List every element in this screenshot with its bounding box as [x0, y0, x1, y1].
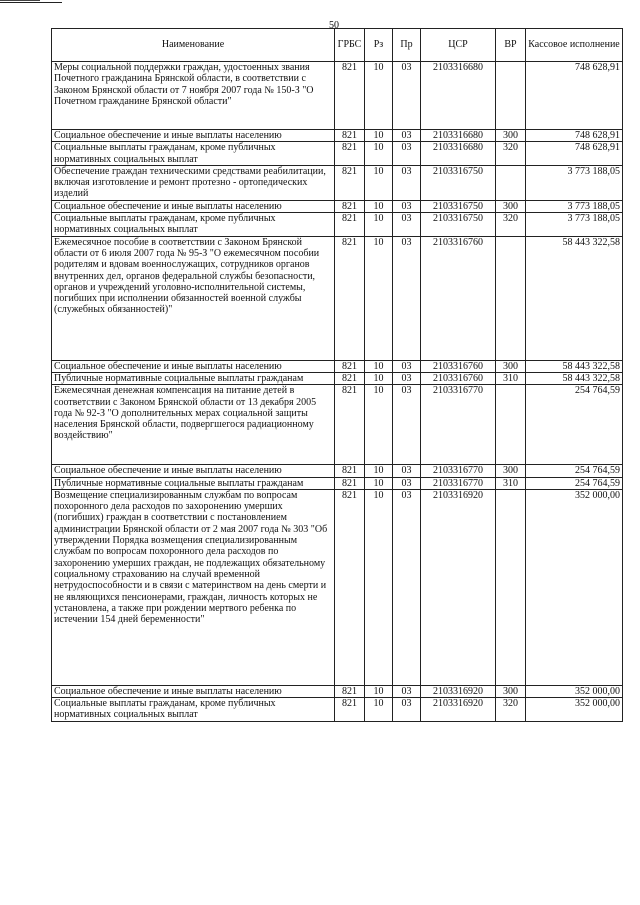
table-row — [52, 62, 623, 130]
row-rz: 10 — [365, 685, 393, 697]
header-vr: ВР — [496, 29, 526, 62]
row-rz: 10 — [365, 165, 393, 200]
table-row — [52, 698, 623, 722]
row-vr — [496, 385, 526, 465]
row-vr: 310 — [496, 372, 526, 384]
row-amount: 254 764,59 — [526, 465, 623, 477]
row-grbs: 821 — [335, 372, 365, 384]
row-amount: 748 628,91 — [526, 130, 623, 142]
row-rz: 10 — [365, 698, 393, 722]
row-vr: 310 — [496, 477, 526, 489]
row-pr: 03 — [393, 142, 421, 166]
row-name: Социальные выплаты гражданам, кроме публичных нормативных социальных выплат — [52, 698, 335, 722]
row-amount: 254 764,59 — [526, 477, 623, 489]
row-grbs: 821 — [335, 142, 365, 166]
row-amount: 352 000,00 — [526, 698, 623, 722]
row-rz: 10 — [365, 465, 393, 477]
row-rz: 10 — [365, 142, 393, 166]
row-csr: 2103316920 — [421, 698, 496, 722]
header-grbs: ГРБС — [335, 29, 365, 62]
table-row — [52, 142, 623, 166]
row-pr: 03 — [393, 200, 421, 212]
row-amount: 3 773 188,05 — [526, 200, 623, 212]
row-csr: 2103316770 — [421, 465, 496, 477]
row-amount: 58 443 322,58 — [526, 236, 623, 360]
row-amount: 748 628,91 — [526, 142, 623, 166]
row-csr: 2103316920 — [421, 685, 496, 697]
header-amount: Кассовое исполнение — [526, 29, 623, 62]
header-rz: Рз — [365, 29, 393, 62]
row-pr: 03 — [393, 62, 421, 130]
row-vr: 300 — [496, 465, 526, 477]
row-vr — [496, 165, 526, 200]
header-pr: Пр — [393, 29, 421, 62]
row-rz: 10 — [365, 385, 393, 465]
row-vr: 300 — [496, 130, 526, 142]
row-vr — [496, 62, 526, 130]
row-pr: 03 — [393, 130, 421, 142]
row-amount: 3 773 188,05 — [526, 213, 623, 237]
table-row — [52, 360, 623, 372]
row-csr: 2103316750 — [421, 213, 496, 237]
row-csr: 2103316680 — [421, 130, 496, 142]
row-name: Социальное обеспечение и иные выплаты населению — [52, 130, 335, 142]
row-amount: 748 628,91 — [526, 62, 623, 130]
row-rz: 10 — [365, 372, 393, 384]
table-row — [52, 685, 623, 697]
row-name: Социальное обеспечение и иные выплаты населению — [52, 465, 335, 477]
table-row — [52, 200, 623, 212]
row-grbs: 821 — [335, 130, 365, 142]
row-csr: 2103316680 — [421, 142, 496, 166]
row-csr: 2103316770 — [421, 385, 496, 465]
row-csr: 2103316760 — [421, 372, 496, 384]
row-rz: 10 — [365, 360, 393, 372]
row-rz: 10 — [365, 489, 393, 685]
row-pr: 03 — [393, 489, 421, 685]
row-name: Меры социальной поддержки граждан, удостоенных звания Почетного гражданина Брянской области, в соответствии с Законом Брянской области от 7 ноября 2007 года № 150-З "О Почетном гражданине Брянской области" — [52, 62, 335, 130]
row-grbs: 821 — [335, 385, 365, 465]
row-amount: 254 764,59 — [526, 385, 623, 465]
row-name: Возмещение специализированным службам по вопросам похоронного дела расходов по захоронению умерших (погибших) граждан в соответствии с постановлением администрации Брянской области от 2 мая 2007 года № 303 "Об утверждении Порядка возмещения специализированным службам по вопросам похоронного дела расходов по захоронению умерших граждан, не подлежащих обязательному социальному страхованию на случай временной нетрудоспособности и в связи с материнством на день смерти и не являющихся пенсионерами, граждан, личность которых не установлена, а также при рождении мертвого ребенка по истечении 154 дней беременности" — [52, 489, 335, 685]
row-name: Социальные выплаты гражданам, кроме публичных нормативных социальных выплат — [52, 142, 335, 166]
row-csr: 2103316680 — [421, 62, 496, 130]
row-vr — [496, 489, 526, 685]
row-csr: 2103316760 — [421, 236, 496, 360]
row-amount: 3 773 188,05 — [526, 165, 623, 200]
row-name: Социальные выплаты гражданам, кроме публичных нормативных социальных выплат — [52, 213, 335, 237]
row-rz: 10 — [365, 200, 393, 212]
table-row — [52, 213, 623, 237]
row-name: Социальное обеспечение и иные выплаты населению — [52, 685, 335, 697]
row-grbs: 821 — [335, 165, 365, 200]
table-row — [52, 385, 623, 465]
header-name: Наименование — [52, 29, 335, 62]
row-vr — [496, 236, 526, 360]
row-grbs: 821 — [335, 62, 365, 130]
row-csr: 2103316920 — [421, 489, 496, 685]
row-amount: 352 000,00 — [526, 685, 623, 697]
row-csr: 2103316760 — [421, 360, 496, 372]
row-amount: 352 000,00 — [526, 489, 623, 685]
row-name: Публичные нормативные социальные выплаты гражданам — [52, 477, 335, 489]
budget-table — [51, 28, 623, 722]
row-grbs: 821 — [335, 489, 365, 685]
row-pr: 03 — [393, 213, 421, 237]
top-rule — [0, 0, 40, 1]
row-rz: 10 — [365, 236, 393, 360]
row-grbs: 821 — [335, 465, 365, 477]
row-vr: 320 — [496, 698, 526, 722]
header-csr: ЦСР — [421, 29, 496, 62]
table-row — [52, 372, 623, 384]
table-header-row — [52, 29, 623, 62]
row-grbs: 821 — [335, 685, 365, 697]
row-pr: 03 — [393, 372, 421, 384]
row-vr: 300 — [496, 360, 526, 372]
row-name: Обеспечение граждан техническими средствами реабилитации, включая изготовление и ремонт протезно - ортопедических изделий — [52, 165, 335, 200]
table-row — [52, 489, 623, 685]
row-vr: 320 — [496, 213, 526, 237]
row-name: Социальное обеспечение и иные выплаты населению — [52, 360, 335, 372]
row-name: Ежемесячное пособие в соответствии с Законом Брянской области от 6 июля 2007 года № 95-З "О ежемесячном пособии родителям и вдовам военнослужащих, сотрудников органов внутренних дел, органов федеральной службы безопасности, органов и учреждений уголовно-исполнительной системы, погибших при исполнении обязанностей военной службы (служебных обязанностей)" — [52, 236, 335, 360]
row-vr: 300 — [496, 685, 526, 697]
row-grbs: 821 — [335, 213, 365, 237]
table-row — [52, 130, 623, 142]
row-vr: 320 — [496, 142, 526, 166]
row-csr: 2103316770 — [421, 477, 496, 489]
row-rz: 10 — [365, 130, 393, 142]
row-grbs: 821 — [335, 200, 365, 212]
row-pr: 03 — [393, 236, 421, 360]
row-pr: 03 — [393, 685, 421, 697]
page-number: 50 — [329, 20, 339, 31]
row-csr: 2103316750 — [421, 165, 496, 200]
row-csr: 2103316750 — [421, 200, 496, 212]
row-pr: 03 — [393, 465, 421, 477]
row-rz: 10 — [365, 477, 393, 489]
row-name: Социальное обеспечение и иные выплаты населению — [52, 200, 335, 212]
table-row — [52, 465, 623, 477]
row-name: Публичные нормативные социальные выплаты гражданам — [52, 372, 335, 384]
row-rz: 10 — [365, 213, 393, 237]
table-row — [52, 477, 623, 489]
row-name: Ежемесячная денежная компенсация на питание детей в соответствии с Законом Брянской области от 13 декабря 2005 года № 92-З "О дополнительных мерах социальной защиты населения Брянской области, подвергшегося радиационному воздействию" — [52, 385, 335, 465]
row-grbs: 821 — [335, 477, 365, 489]
row-grbs: 821 — [335, 236, 365, 360]
row-grbs: 821 — [335, 360, 365, 372]
row-pr: 03 — [393, 360, 421, 372]
row-vr: 300 — [496, 200, 526, 212]
row-grbs: 821 — [335, 698, 365, 722]
row-amount: 58 443 322,58 — [526, 372, 623, 384]
row-pr: 03 — [393, 477, 421, 489]
row-rz: 10 — [365, 62, 393, 130]
row-pr: 03 — [393, 385, 421, 465]
table-row — [52, 236, 623, 360]
row-pr: 03 — [393, 165, 421, 200]
top-rule-2 — [0, 2, 62, 3]
table-row — [52, 165, 623, 200]
row-amount: 58 443 322,58 — [526, 360, 623, 372]
row-pr: 03 — [393, 698, 421, 722]
